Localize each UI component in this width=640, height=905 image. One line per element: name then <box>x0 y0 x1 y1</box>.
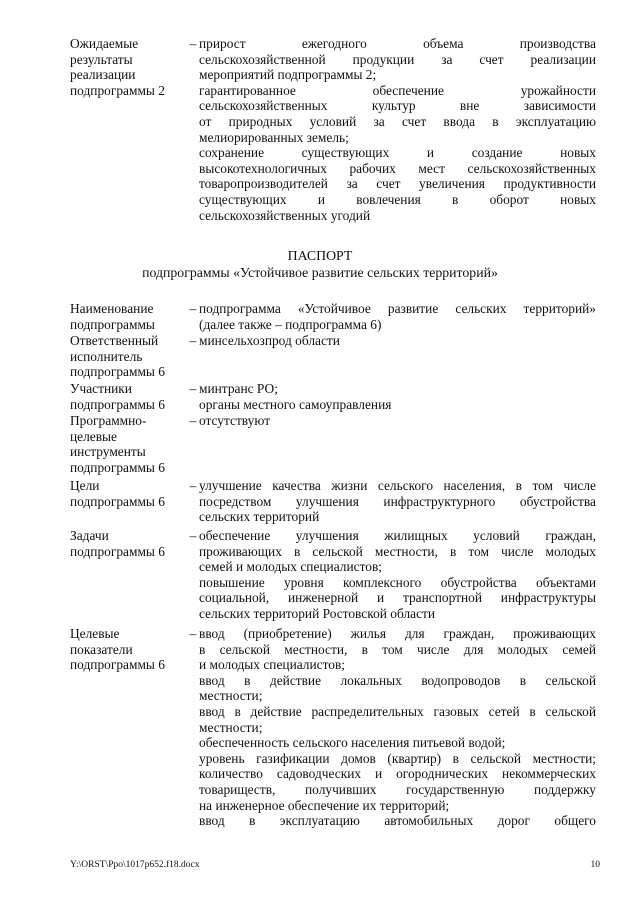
label-line: Участники <box>70 381 132 396</box>
label-line: результаты <box>70 51 133 67</box>
value-line: сохранение существующих и создание новых <box>199 145 596 161</box>
label-line: Ожидаемые <box>70 36 139 51</box>
row-name <box>70 301 600 333</box>
value-line: сельскохозяйственной продукции за счет реализации <box>199 51 596 67</box>
value-line: на инженерное обеспечение их территорий; <box>199 797 450 813</box>
label-line: исполнитель <box>70 348 143 364</box>
row-tasks <box>70 528 600 623</box>
label-line: подпрограммы 6 <box>70 459 165 475</box>
field-label <box>70 413 188 475</box>
label-line: подпрограммы 6 <box>70 396 165 412</box>
label-line: инструменты <box>70 444 146 460</box>
field-value <box>199 301 596 332</box>
value-line: количество садоводческих и огороднических некоммерческих <box>199 766 596 782</box>
field-label <box>70 626 188 673</box>
field-label <box>70 36 188 98</box>
value-line: посредством улучшения инфраструктурного обустройства <box>199 493 596 509</box>
passport-title: ПАСПОРТ <box>287 248 353 263</box>
label-line: целевые <box>70 428 117 444</box>
label-line: Задачи <box>70 528 109 543</box>
value-line: органы местного самоуправления <box>199 396 392 412</box>
dash: – <box>189 528 197 543</box>
field-label <box>70 381 188 412</box>
dash: – <box>189 36 197 51</box>
value-line: и молодых специалистов; <box>199 657 346 673</box>
value-line: мероприятий подпрограммы 2; <box>199 67 377 83</box>
footer-file-path: Y:\ORST\Ppo\1017p652.f18.docx <box>70 860 200 870</box>
label-line: Ответственный <box>70 333 159 348</box>
field-value <box>199 478 596 525</box>
value-line: товаропроизводителей за счет увеличения продуктивности <box>199 176 596 192</box>
dash: – <box>189 333 197 348</box>
field-value <box>199 626 596 829</box>
dash: – <box>189 381 197 396</box>
row-indicators <box>70 626 600 831</box>
value-line: прирост ежегодного объема производства <box>199 36 596 51</box>
label-line: показатели <box>70 641 133 657</box>
section-expected-results <box>70 36 600 226</box>
label-line: подпрограммы 6 <box>70 493 165 509</box>
field-label <box>70 333 188 380</box>
label-line: Наименование <box>70 301 154 316</box>
value-line: минтранс РО; <box>199 381 278 396</box>
value-line: проживающих в сельской местности, в том числе молодых <box>199 543 596 559</box>
value-line: товариществ, получивших государственную поддержку <box>199 781 596 797</box>
value-line: ввод в действие локальных водопроводов в сельской <box>199 672 596 688</box>
row-goals <box>70 478 600 526</box>
value-line: существующих и вовлечения в оборот новых <box>199 191 596 207</box>
label-line: подпрограммы 2 <box>70 82 165 98</box>
value-line: местности; <box>199 688 263 704</box>
field-label <box>70 528 188 559</box>
value-line: минсельхозпрод области <box>199 333 340 348</box>
value-line: подпрограмма «Устойчивое развитие сельских территорий» <box>199 301 596 316</box>
value-line: в сельской местности, в том числе для молодых семей <box>199 641 596 657</box>
value-line: высокотехнологичных рабочих мест сельскохозяйственных <box>199 160 596 176</box>
dash: – <box>189 301 197 316</box>
value-line: обеспеченность сельского населения питьевой водой; <box>199 735 506 751</box>
value-line: уровень газификации домов (квартир) в сельской местности; <box>199 750 596 766</box>
label-line: подпрограммы <box>70 316 155 332</box>
label-line: Программно- <box>70 413 147 428</box>
value-line: сельскохозяйственных культур вне зависимости <box>199 98 596 114</box>
value-line: сельских территорий <box>199 509 320 525</box>
field-label <box>70 478 188 509</box>
field-value <box>199 333 596 349</box>
label-line: Цели <box>70 478 100 493</box>
label-line: подпрограммы 6 <box>70 543 165 559</box>
field-value <box>199 413 596 429</box>
value-line: ввод в действие распределительных газовых сетей в сельской <box>199 703 596 719</box>
label-line: Целевые <box>70 626 120 641</box>
field-value <box>199 36 596 223</box>
value-line: обеспечение улучшения жилищных условий граждан, <box>199 528 596 543</box>
row-responsible <box>70 333 600 381</box>
value-line: повышение уровня комплексного обустройства объектами <box>199 574 596 590</box>
field-label <box>70 301 188 332</box>
field-value <box>199 381 596 412</box>
value-line: улучшение качества жизни сельского населения, в том числе <box>199 478 596 493</box>
value-line: мелиорированных земель; <box>199 129 349 145</box>
value-line: сельских территорий Ростовской области <box>199 605 436 621</box>
label-line: подпрограммы 6 <box>70 657 165 673</box>
value-line: ввод в эксплуатацию автомобильных дорог общего <box>199 813 596 829</box>
label-line: подпрограммы 6 <box>70 364 165 380</box>
value-line: социальной, инженерной и транспортной инфраструктуры <box>199 590 596 606</box>
value-line: местности; <box>199 719 263 735</box>
dash: – <box>189 413 197 428</box>
value-line: от природных условий за счет ввода в эксплуатацию <box>199 113 596 129</box>
dash: – <box>189 626 197 641</box>
field-value <box>199 528 596 622</box>
row-instruments <box>70 413 600 476</box>
value-line: семей и молодых специалистов; <box>199 559 382 575</box>
dash: – <box>189 478 197 493</box>
passport-subtitle: подпрограммы «Устойчивое развитие сельских территорий» <box>142 265 498 280</box>
row-participants <box>70 381 600 413</box>
value-line: сельскохозяйственных угодий <box>199 207 371 223</box>
value-line: гарантированное обеспечение урожайности <box>199 82 596 98</box>
footer-page-number: 10 <box>590 860 600 870</box>
value-line: отсутствуют <box>199 413 271 428</box>
label-line: реализации <box>70 67 136 83</box>
value-line: (далее также – подпрограмма 6) <box>199 316 382 332</box>
value-line: ввод (приобретение) жилья для граждан, проживающих <box>199 626 596 641</box>
